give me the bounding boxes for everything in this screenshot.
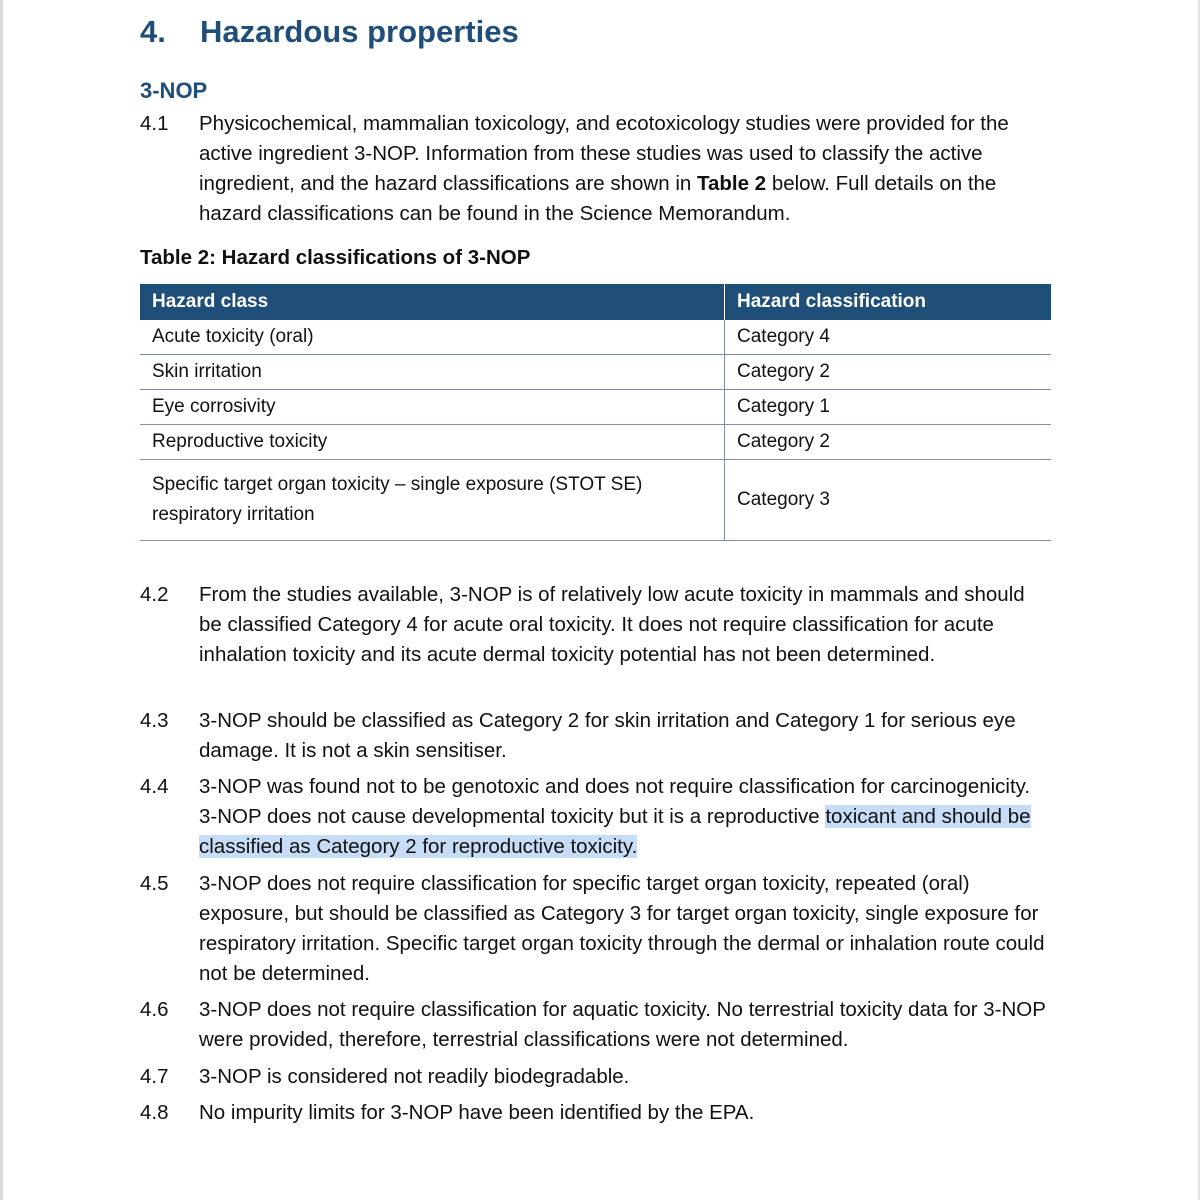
section-title: Hazardous properties [200, 14, 519, 49]
cell-hazard-classification: Category 2 [725, 425, 1052, 460]
paragraph-4-6 [140, 995, 1050, 1055]
paragraph-4-2 [140, 580, 1050, 670]
paragraph-text: Physicochemical, mammalian toxicology, and ecotoxicology studies were provided for the active ingredient 3-NOP. Information from these studies was used to classify the active ingredient, and the hazard classifications are shown in Table 2 below. Full details on the hazard classifications can be found in the Science Memorandum. [199, 112, 1009, 225]
header-hazard-classification: Hazard classification [725, 284, 1052, 320]
substance-subheading: 3-NOP [140, 78, 208, 103]
paragraph-text: No impurity limits for 3-NOP have been identified by the EPA. [199, 1101, 755, 1124]
cell-hazard-classification: Category 1 [725, 390, 1052, 425]
page-edge-left [0, 0, 3, 1200]
paragraph-number: 4.7 [140, 1065, 169, 1088]
paragraph-text: From the studies available, 3-NOP is of relatively low acute toxicity in mammals and should be classified Category 4 for acute oral toxicity. It does not require classification for acute inhalation toxicity and its acute dermal toxicity potential has not been determined. [199, 583, 1025, 666]
paragraph-4-1 [140, 109, 1050, 229]
paragraph-text: 3-NOP was found not to be genotoxic and does not require classification for carcinogenicity. 3-NOP does not cause developmental toxicity but it is a reproductive toxicant and should be classified as Category 2 for reproductive toxicity. [199, 775, 1031, 858]
paragraph-number: 4.6 [140, 998, 169, 1021]
paragraph-4-8 [140, 1098, 1050, 1128]
paragraph-text: 3-NOP does not require classification for aquatic toxicity. No terrestrial toxicity data for 3-NOP were provided, therefore, terrestrial classifications were not determined. [199, 998, 1046, 1051]
paragraph-number: 4.3 [140, 709, 169, 732]
section-number: 4. [140, 14, 166, 49]
table-row [140, 460, 1051, 541]
hazard-classification-table [140, 284, 1051, 541]
table-caption: Table 2: Hazard classifications of 3-NOP [140, 246, 531, 269]
paragraph-number: 4.2 [140, 583, 169, 606]
paragraph-number: 4.1 [140, 112, 169, 135]
table-row [140, 320, 1051, 355]
header-hazard-class: Hazard class [140, 284, 725, 320]
paragraph-4-7 [140, 1062, 1050, 1092]
table-reference: Table 2 [697, 172, 767, 195]
text-selection-highlight[interactable]: toxicant and should be classified as Category 2 for reproductive toxicity. [199, 805, 1031, 858]
cell-hazard-class: Skin irritation [140, 355, 725, 390]
table-row [140, 355, 1051, 390]
cell-hazard-class: Specific target organ toxicity – single exposure (STOT SE) respiratory irritation [140, 460, 725, 541]
cell-hazard-classification: Category 3 [725, 460, 1052, 541]
table-header-row [140, 284, 1051, 320]
cell-hazard-class: Eye corrosivity [140, 390, 725, 425]
paragraph-text: 3-NOP is considered not readily biodegradable. [199, 1065, 630, 1088]
paragraph-number: 4.8 [140, 1101, 169, 1124]
paragraph-4-4 [140, 772, 1050, 862]
table-row [140, 425, 1051, 460]
cell-hazard-class: Reproductive toxicity [140, 425, 725, 460]
table-row [140, 390, 1051, 425]
section-heading [140, 14, 519, 50]
cell-hazard-classification: Category 4 [725, 320, 1052, 355]
cell-hazard-class: Acute toxicity (oral) [140, 320, 725, 355]
paragraph-4-3 [140, 706, 1050, 766]
paragraph-4-5 [140, 869, 1050, 989]
paragraph-text: 3-NOP should be classified as Category 2 for skin irritation and Category 1 for serious eye damage. It is not a skin sensitiser. [199, 709, 1016, 762]
paragraph-number: 4.5 [140, 872, 169, 895]
paragraph-text: 3-NOP does not require classification for specific target organ toxicity, repeated (oral) exposure, but should be classified as Category 3 for target organ toxicity, single exposure for respiratory irritation. Specific target organ toxicity through the dermal or inhalation route could not be determined. [199, 872, 1045, 985]
cell-hazard-classification: Category 2 [725, 355, 1052, 390]
paragraph-number: 4.4 [140, 775, 169, 798]
